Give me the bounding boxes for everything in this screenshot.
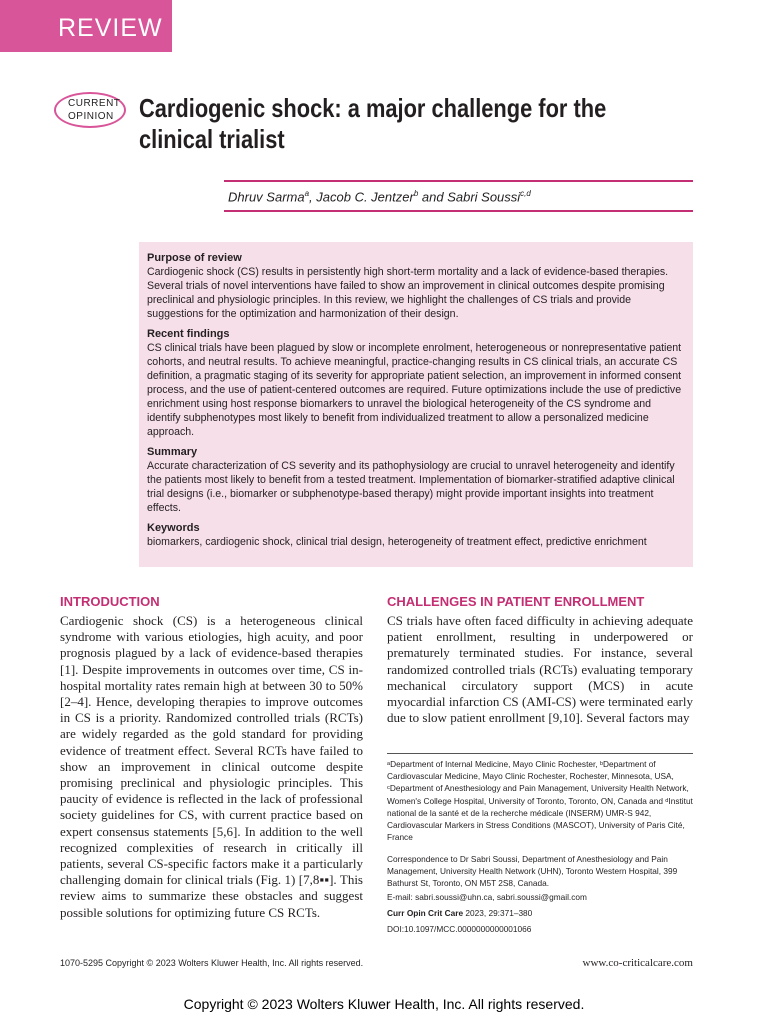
challenges-body: CS trials have often faced difficulty in achieving adequate patient enrollment, resulting in underpowered or prematurely terminated studies. For instance, several randomized controlled trials (RCTs) evaluating temporary mechanical circulatory support (MCS) in acute myocardial infarction CS (AMI-CS) were terminated early due to slow patient enrollment [9,10]. Several factors may bbox=[387, 613, 693, 726]
footer-issn: 1070-5295 Copyright © 2023 Wolters Kluwer Health, Inc. All rights reserved. bbox=[60, 958, 364, 968]
author-1: Dhruv Sarma bbox=[228, 189, 305, 205]
affiliations: ᵃDepartment of Internal Medicine, Mayo Clinic Rochester, ᵇDepartment of Cardiovascular Medicine, Mayo Clinic Rochester, Rochester, Minnesota, USA, ᶜDepartment of Anesthesiology and Pain Management, University Health Network, Women's College Hospital, University of Toronto, Toronto, ON, Canada and ᵈInstitut national de la santé et de la recherche médicale (INSERM) UMR-S 942, Cardiovascular Markers in Stress Conditions (MASCOT), University of Paris Cité, France bbox=[387, 759, 693, 843]
article-type-tag: REVIEW bbox=[0, 0, 172, 52]
abstract-box bbox=[139, 242, 693, 567]
doi: DOI:10.1097/MCC.0000000000001066 bbox=[387, 924, 532, 934]
author-3: Sabri Soussi bbox=[447, 189, 521, 205]
summary-heading: Summary bbox=[147, 446, 198, 458]
purpose-text: Cardiogenic shock (CS) results in persistently high short-term mortality and a lack of evidence-based therapies. Several trials of novel interventions have failed to show an improvement in clinical outcomes despite promising preclinical and physiologic principles. In this review, we highlight the challenges of CS trials and provide suggestions for the optimization and harmonization of their design. bbox=[147, 266, 669, 320]
email: E-mail: sabri.soussi@uhn.ca, sabri.soussi@gmail.com bbox=[387, 892, 587, 902]
keywords-heading: Keywords bbox=[147, 522, 200, 534]
citation: Curr Opin Crit Care 2023, 29:371–380 bbox=[387, 908, 533, 918]
correspondence: Correspondence to Dr Sabri Soussi, Department of Anesthesiology and Pain Management, University Health Network (UHN), Toronto Western Hospital, 399 Bathurst St, Toronto, ON M5T 2S8, Canada. bbox=[387, 854, 678, 889]
footer-url[interactable]: www.co-criticalcare.com bbox=[582, 957, 693, 969]
copyright-notice: Copyright © 2023 Wolters Kluwer Health, Inc. All rights reserved. bbox=[183, 996, 585, 1012]
current-opinion-logo bbox=[54, 92, 126, 128]
logo-line-2: OPINION bbox=[68, 111, 114, 122]
purpose-heading: Purpose of review bbox=[147, 252, 242, 264]
challenges-heading: CHALLENGES IN PATIENT ENROLLMENT bbox=[387, 594, 645, 609]
findings-heading: Recent findings bbox=[147, 328, 230, 340]
logo-line-1: CURRENT bbox=[68, 98, 121, 109]
author-rule-bottom bbox=[224, 210, 693, 212]
author-rule-top bbox=[224, 180, 693, 182]
author-2: Jacob C. Jentzer bbox=[316, 189, 414, 205]
findings-text: CS clinical trials have been plagued by slow or incomplete enrolment, heterogeneous or nonrepresentative patient cohorts, and neutral results. To achieve meaningful, practice-changing results in CS clinical trials, an accurate CS definition, a pragmatic staging of its severity for appropriate patient selection, an improvement in informed consent process, and the use of patient-centered outcomes are required. Future optimizations include the use of predictive enrichment using host response biomarkers to unravel the biological heterogeneity of the CS syndrome and identify subphenotypes most likely to benefit from individualized treatment to allow a personalized medicine approach. bbox=[147, 342, 682, 438]
intro-body: Cardiogenic shock (CS) is a heterogeneous clinical syndrome with various etiologies, high acuity, and poor prognosis plagued by a lack of evidence-based therapies [1]. Despite improvements in outcomes over time, CS in-hospital mortality rates remain high at between 30 to 50% [2–4]. Hence, developing therapies to improve outcomes in CS is a priority. Randomized controlled trials (RCTs) are widely regarded as the gold standard for providing evidence of treatment effect. Several RCTs have failed to show an improvement in clinical outcome despite promising preclinical and physiologic principles. This paucity of evidence is reflected in the lack of professional society guidelines for CS, with current practice based on expert consensus statements [5,6]. In addition to the well recognized complexities of research in critically ill patients, several CS-specific factors make it a particularly challenging domain for clinical trials (Fig. 1) [7,8▪▪]. This review aims to summarize these obstacles and suggest possible solutions for optimizing future CS RCTs. bbox=[60, 613, 363, 920]
intro-heading: INTRODUCTION bbox=[60, 594, 160, 609]
affiliation-rule bbox=[387, 753, 693, 754]
summary-text: Accurate characterization of CS severity and its pathophysiology are crucial to unravel heterogeneity and identify the patients most likely to benefit from a tested treatment. Implementation of biomarker-stratified adaptive clinical trial designs (i.e., biomarker or subphenotype-based therapy) might provide important insights into treatment effects. bbox=[147, 460, 675, 514]
author-list: Dhruv Sarma$^a$, Jacob C. Jentzer$^b$ and Sabri Soussi$^{c,d}$ bbox=[228, 189, 531, 205]
keywords-text: biomarkers, cardiogenic shock, clinical trial design, heterogeneity of treatment effect, predictive enrichment bbox=[147, 536, 647, 548]
article-title: Cardiogenic shock: a major challenge for the clinical trialist bbox=[139, 93, 607, 154]
